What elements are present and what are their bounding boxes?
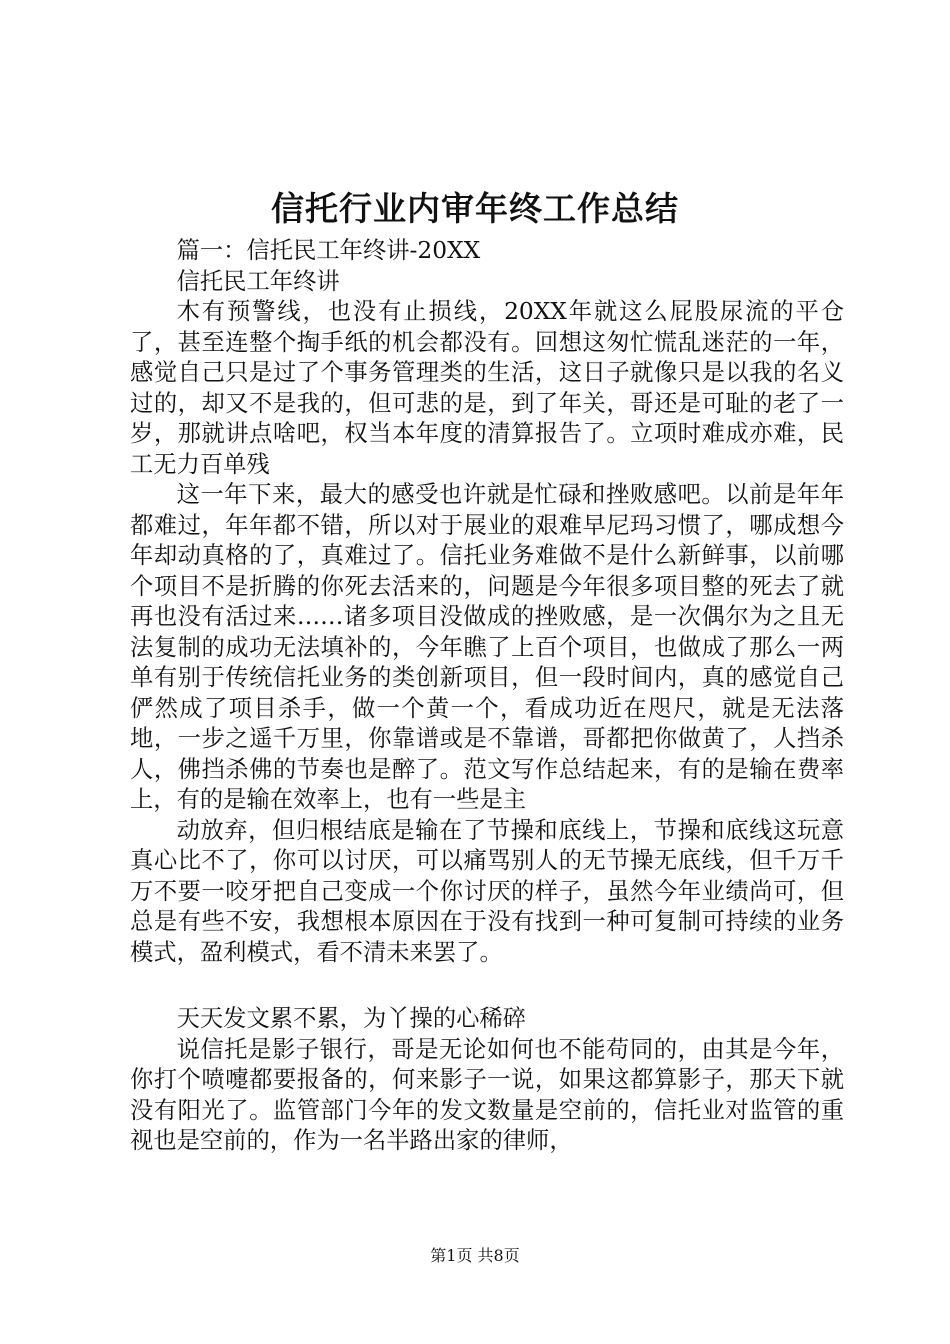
page-number-footer: 第1页 共8页 [430, 1246, 520, 1265]
paragraph-subheading: 天天发文累不累，为丫操的心稀碎 [176, 1005, 527, 1032]
paragraph-text: 说信托是影子银行，哥是无论如何也不能苟同的，由其是今年，你打个喷嚏都要报备的，何来影子一说，如果这都算影子，那天下就没有阳光了。监管部门今年的发文数量是空前的，信托业对监管的重视也是空前的，作为一名半路出家的律师， [130, 1035, 844, 1154]
document-body [130, 236, 844, 1157]
paragraph-gap [130, 968, 844, 1004]
paragraph-section-heading: 篇一：信托民工年终讲-20XX [176, 237, 481, 264]
document-title: 信托行业内审年终工作总结 [271, 189, 679, 228]
paragraph-subtitle: 信托民工年终讲 [176, 267, 340, 295]
paragraph-text: 木有预警线，也没有止损线，20XX年就这么屁股尿流的平仓了，甚至连整个掏手纸的机会都没有。回想这匆忙慌乱迷茫的一年，感觉自己只是过了个事务管理类的生活，这日子就像只是以我的名义过的，却又不是我的，但可悲的是，到了年关，哥还是可耻的老了一岁，那就讲点啥吧，权当本年度的清算报告了。立项时难成亦难，民工无力百单残 [130, 298, 844, 478]
paragraph-text: 动放弃，但归根结底是输在了节操和底线上，节操和底线这玩意真心比不了，你可以讨厌，可以痛骂别人的无节操无底线，但千万千万不要一咬牙把自己变成一个你讨厌的样子，虽然今年业绩尚可，但总是有些不安，我想根本原因在于没有找到一种可复制可持续的业务模式，盈利模式，看不清未来罢了。 [130, 816, 844, 966]
paragraph-text: 这一年下来，最大的感受也许就是忙碌和挫败感吧。以前是年年都难过，年年都不错，所以对于展业的艰难早尼玛习惯了，哪成想今年却动真格的了，真难过了。信托业务难做不是什么新鲜事，以前哪个项目不是折腾的你死去活来的，问题是今年很多项目整的死去了就再也没有活过来……诸多项目没做成的挫败感，是一次偶尔为之且无法复制的成功无法填补的，今年瞧了上百个项目，也做成了那么一两单有别于传统信托业务的类创新项目，但一段时间内，真的感觉自己俨然成了项目杀手，做一个黄一个，看成功近在咫尺，就是无法落地，一步之遥千万里，你靠谱或是不靠谱，哥都把你做黄了，人挡杀人，佛挡杀佛的节奏也是醉了。范文写作总结起来，有的是输在费率上，有的是输在效率上，也有一些是主 [130, 481, 844, 813]
